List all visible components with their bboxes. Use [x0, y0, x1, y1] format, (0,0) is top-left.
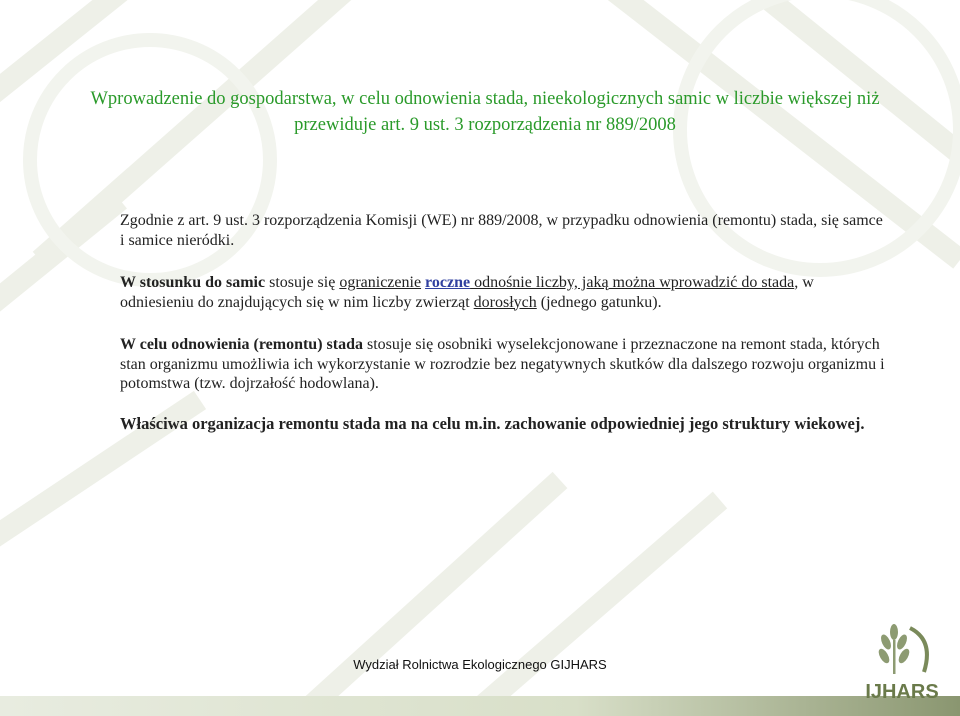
underlined-text: odnośnie liczby, jaką można wprowadzić do stada	[470, 274, 795, 291]
underlined-text: dorosłych	[473, 293, 537, 311]
text-fragment: stosuje się osobniki wyselekcjonowane i przeznaczone na remont stada, których stan organizmu umożliwia ich wykorzystanie w rozrodzie bez negatywnych skutków dla dalszego rozwoju organizmu i potomstwa (tzw. dojrzałość hodowlana).	[120, 336, 885, 392]
bottom-band	[0, 696, 960, 716]
paragraph-legal-basis: Zgodnie z art. 9 ust. 3 rozporządzenia Komisji (WE) nr 889/2008, w przypadku odnowienia (remontu) stada, się samce i samice nieródki.	[120, 212, 883, 249]
text-fragment: , w odniesieniu do znajdujących się w nim liczby zwierząt	[120, 274, 814, 311]
footer-text: Wydział Rolnictwa Ekologicznego GIJHARS	[353, 657, 607, 672]
paragraph-lead: W stosunku do samic	[120, 274, 266, 291]
slide-title: Wprowadzenie do gospodarstwa, w celu odnowienia stada, nieekologicznych samic w liczbie większej niż przewiduje art. 9 ust. 3 rozporządzenia nr 889/2008	[90, 89, 880, 135]
paragraph-conclusion: Właściwa organizacja remontu stada ma na celu m.in. zachowanie odpowiedniej jego struktury wiekowej.	[120, 414, 865, 433]
paragraph-female-limit	[120, 273, 890, 312]
paragraph-herd-renewal	[120, 335, 890, 394]
logo-text: IJHARS	[865, 681, 939, 703]
underlined-text: ograniczenie	[339, 274, 422, 291]
text-fragment: (jednego gatunku).	[536, 293, 662, 311]
text-fragment: stosuje się	[265, 274, 340, 291]
paragraph-lead: W celu odnowienia (remontu) stada	[120, 336, 363, 353]
highlighted-text: roczne	[425, 274, 471, 291]
ijhars-logo	[852, 610, 952, 706]
